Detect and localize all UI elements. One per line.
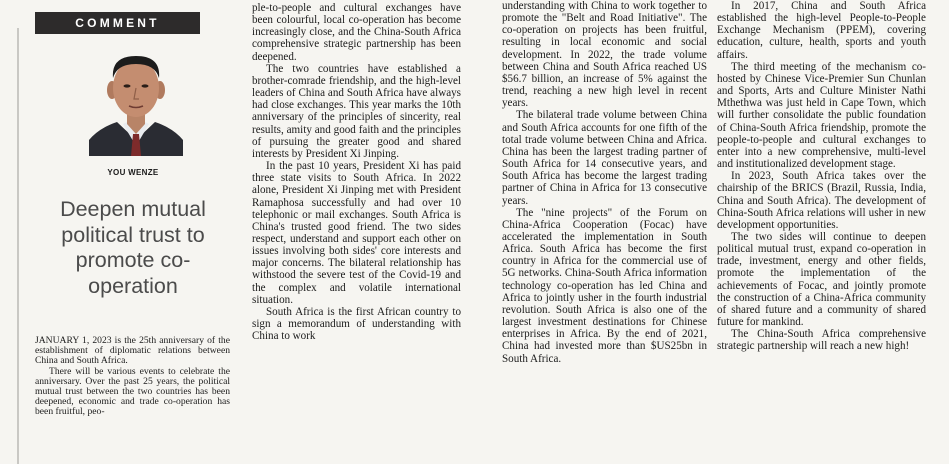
lead-paragraph: JANUARY 1, 2023 is the 25th anniversary of the establishment of diplomatic relations between China and South Africa. xyxy=(35,335,230,367)
article-paragraph: The two countries have established a brother-comrade friendship, and the high-level leaders of China and South Africa have always had close exchanges. This year marks the 10th anniversary of the principles of sincerity, real results, amity and good faith and the principles of pursuing the greater good and shared interests by President Xi Jinping. xyxy=(252,62,461,160)
column-rule xyxy=(17,28,19,464)
article-column-4 xyxy=(717,0,926,464)
lead-paragraph: There will be various events to celebrate the anniversary. Over the past 25 years, the political mutual trust between the two countries has been deepened, economic and trade co-operation has been fruitful, peo- xyxy=(35,365,230,418)
lead-paragraphs xyxy=(35,336,230,418)
article-column-3 xyxy=(502,0,707,464)
article-column-2 xyxy=(252,2,461,464)
section-label: COMMENT xyxy=(35,12,200,34)
sidebar-column xyxy=(35,0,231,464)
article-paragraph: In 2017, China and South Africa established the high-level People-to-People Exchange Mechanism (PPEM), covering education, culture, health, sports and youth affairs. xyxy=(717,0,926,61)
headline: Deepen mutual political trust to promote co-operation xyxy=(60,197,206,298)
article-paragraph: In 2023, South Africa takes over the chairship of the BRICS (Brazil, Russia, India, China and South Africa). The development of China-South Africa relations will usher in new development opportunities. xyxy=(717,170,926,231)
author-byline: YOU WENZE xyxy=(107,168,159,177)
author-portrait xyxy=(89,48,183,156)
article-paragraph: The third meeting of the mechanism co-hosted by Chinese Vice-Premier Sun Chunlan and Sports, Arts and Culture Minister Nathi Mthethwa was just held in Cape Town, which will further consolidate the public foundation of China-South Africa friendship, promote the people-to-people and cultural exchanges to enter into a new comprehensive, multi-level and institutionalized development stage. xyxy=(717,60,926,171)
article-paragraph: The China-South Africa comprehensive strategic partnership will reach a new high! xyxy=(717,328,926,353)
article-paragraph: The two sides will continue to deepen political mutual trust, expand co-operation in trade, investment, energy and other fields, promote the implementation of the achievements of Focac, and jointly promote the construction of a China-Africa community of shared future and a community of shared future for mankind. xyxy=(717,230,926,329)
article-paragraph: understanding with China to work together to promote the "Belt and Road Initiative". The co-operation on projects has been fruitful, resulting in local economic and social development. In 2022, the trade volume between China and South Africa reached US $56.7 billion, an increase of 5% against the trend, reaching a new high level in recent years. xyxy=(502,0,707,110)
article-paragraph: ple-to-people and cultural exchanges have been colourful, local co-operation has become increasingly close, and the China-South Africa comprehensive strategic partnership has been deepened. xyxy=(252,2,461,63)
article-paragraph: In the past 10 years, President Xi has paid three state visits to South Africa. In 2022 alone, President Xi Jinping met with President Ramaphosa successfully and had over 10 telephonic or mail exchanges. South Africa is China's trusted good friend. The two sides respect, understand and support each other on issues involving both sides' core interests and major concerns. The bilateral relationship has withstood the severe test of the Covid-19 and the complex and volatile international situation. xyxy=(252,160,461,306)
article-paragraph: The "nine projects" of the Forum on China-Africa Cooperation (Focac) have accelerated the implementation in South Africa. South Africa has become the first country in Africa for the commercial use of 5G networks. China-South Africa information technology co-operation has led China and Africa to jointly usher in the fourth industrial revolution. South Africa is also one of the largest investment destinations for Chinese enterprises in Africa. By the end of 2021, China had invested more than $US25bn in South Africa. xyxy=(502,206,707,365)
article-paragraph: South Africa is the first African country to sign a memorandum of understanding with China to work xyxy=(252,305,461,343)
article-paragraph: The bilateral trade volume between China and South Africa accounts for one fifth of the total trade volume between China and Africa. China has been the largest trading partner of South Africa for 14 consecutive years, and South Africa has become the largest trading partner of China in Africa for 13 consecutive years. xyxy=(502,109,707,207)
